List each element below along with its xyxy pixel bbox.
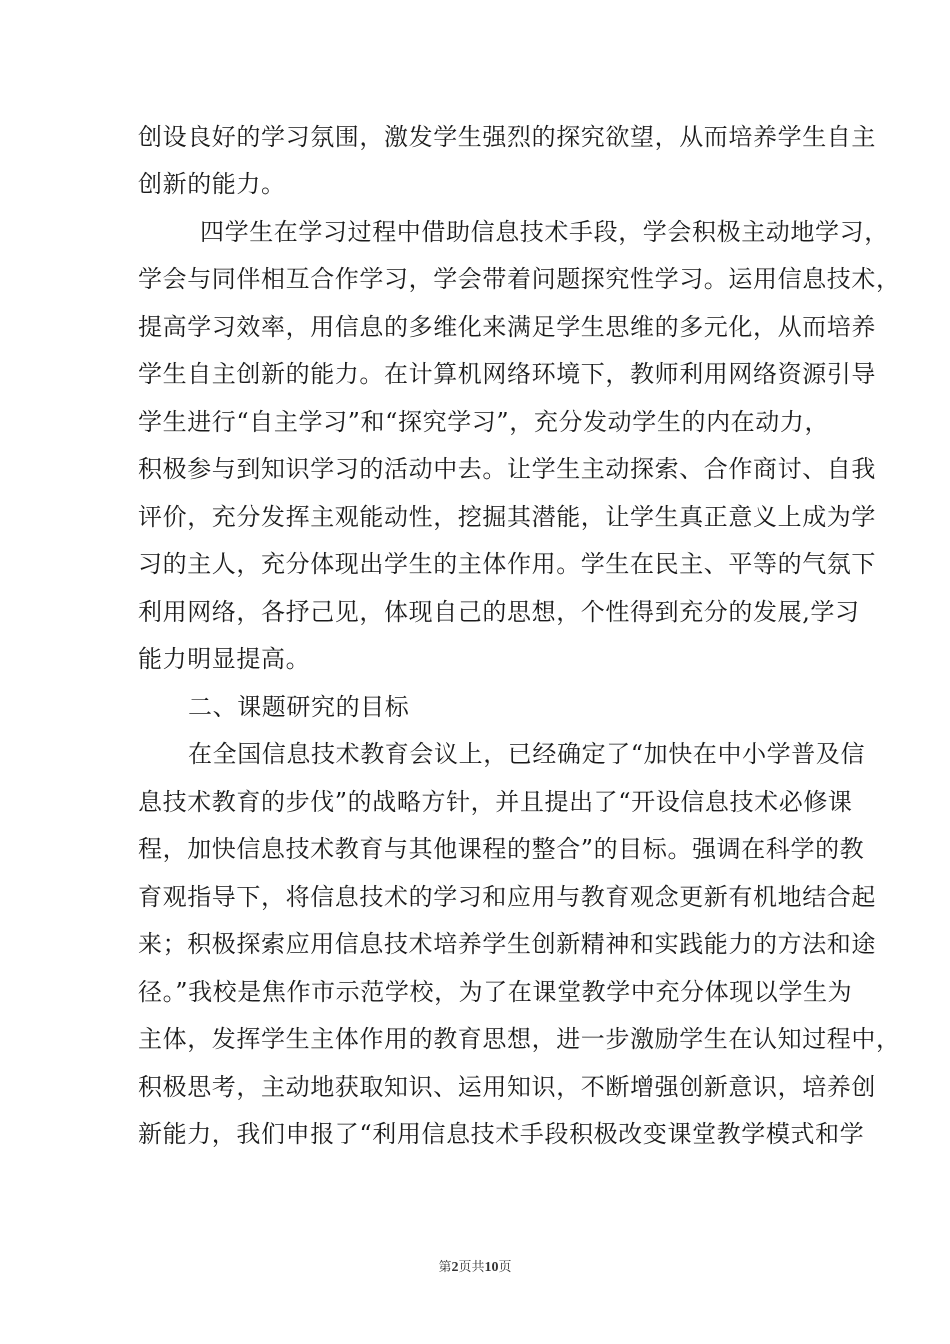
- text-line: 创新的能力。: [138, 170, 286, 198]
- paragraph-start-line: 在全国信息技术教育会议上，已经确定了“加快在中小学普及信: [188, 740, 866, 768]
- text-line: 学会与同伴相互合作学习，学会带着问题探究性学习。运用信息技术，: [138, 265, 901, 293]
- paragraph-start-line: 四学生在学习过程中借助信息技术手段，学会积极主动地学习，: [200, 218, 889, 246]
- text-line: 来；积极探索应用信息技术培养学生创新精神和实践能力的方法和途: [138, 930, 876, 958]
- text-line: 评价，充分发挥主观能动性，挖掘其潜能，让学生真正意义上成为学: [138, 503, 876, 531]
- text-line: 育观指导下，将信息技术的学习和应用与教育观念更新有机地结合起: [138, 883, 876, 911]
- page-footer: [0, 1256, 950, 1276]
- text-line: 利用网络，各抒己见，体现自己的思想，个性得到充分的发展,学习: [138, 598, 860, 626]
- current-page-number: 2: [451, 1260, 459, 1275]
- section-heading: 二、课题研究的目标: [188, 693, 410, 721]
- text-line: 新能力，我们申报了“利用信息技术手段积极改变课堂教学模式和学: [138, 1120, 865, 1148]
- text-line: 程，加快信息技术教育与其他课程的整合”的目标。强调在科学的教: [138, 835, 865, 863]
- footer-prefix: 第: [438, 1260, 452, 1275]
- total-pages-number: 10: [484, 1260, 499, 1275]
- text-line: 积极思考，主动地获取知识、运用知识，不断增强创新意识，培养创: [138, 1073, 876, 1101]
- text-line: 径。”我校是焦作市示范学校，为了在课堂教学中充分体现以学生为: [138, 978, 853, 1006]
- footer-suffix: 页: [498, 1260, 512, 1275]
- text-line: 息技术教育的步伐”的战略方针，并且提出了“开设信息技术必修课: [138, 788, 853, 816]
- text-line: 积极参与到知识学习的活动中去。让学生主动探索、合作商讨、自我: [138, 455, 876, 483]
- footer-middle: 页共: [458, 1260, 485, 1275]
- text-line: 创设良好的学习氛围，激发学生强烈的探究欲望，从而培养学生自主: [138, 123, 876, 151]
- text-line: 习的主人，充分体现出学生的主体作用。学生在民主、平等的气氛下: [138, 550, 876, 578]
- text-line: 能力明显提高。: [138, 645, 311, 673]
- text-line: 主体，发挥学生主体作用的教育思想，进一步激励学生在认知过程中，: [138, 1025, 901, 1053]
- text-line: 提高学习效率，用信息的多维化来满足学生思维的多元化，从而培养: [138, 313, 876, 341]
- text-line: 学生自主创新的能力。在计算机网络环境下，教师利用网络资源引导: [138, 360, 876, 388]
- text-line: 学生进行“自主学习”和“探究学习”，充分发动学生的内在动力，: [138, 408, 830, 436]
